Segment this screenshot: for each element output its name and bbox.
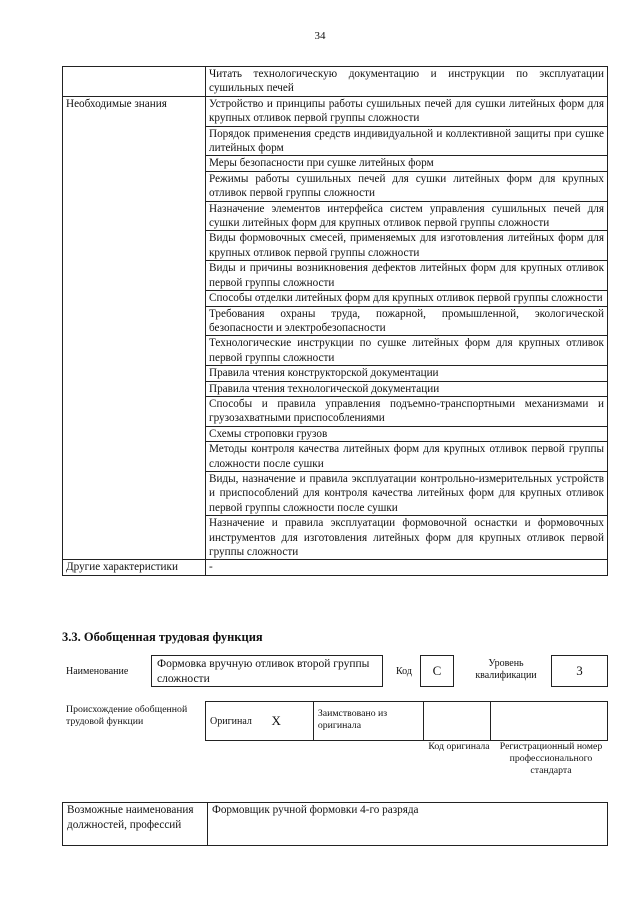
skill-text: Читать технологическую документацию и инструкции по эксплуатации сушильных печей: [206, 67, 608, 97]
origin-table: [205, 701, 608, 741]
code-original-cell: [423, 702, 491, 741]
code-value: C: [432, 663, 442, 678]
knowledge-item: Виды и причины возникновения дефектов литейных форм для крупных отливок первой группы сложности: [206, 261, 608, 291]
code-label: Код: [396, 666, 412, 677]
origin-label: Происхождение обобщенной трудовой функции: [66, 704, 188, 727]
knowledge-item: Назначение элементов интерфейса систем управления сушильных печей для сушки литейных форм для крупных отливок первой группы сложности: [206, 201, 608, 231]
table-row: [63, 67, 608, 97]
knowledge-item: Меры безопасности при сушке литейных форм: [206, 156, 608, 171]
knowledge-item: Правила чтения технологической документации: [206, 381, 608, 396]
other-characteristics-value: -: [206, 560, 608, 575]
positions-label: Возможные наименования должностей, профессий: [63, 803, 208, 846]
knowledge-item: Порядок применения средств индивидуальной и коллективной защиты при сушке литейных форм: [206, 126, 608, 156]
knowledge-item: Правила чтения конструкторской документации: [206, 366, 608, 381]
section-title: 3.3. Обобщенная трудовая функция: [62, 630, 263, 644]
borrowed-label: Заимствовано из оригинала: [313, 702, 423, 741]
knowledge-item: Назначение и правила эксплуатации формовочной оснастки и формовочных инструментов для изготовления литейных форм для крупных отливок первой группы сложности: [206, 516, 608, 560]
code-field: [420, 655, 454, 687]
name-field: [151, 655, 383, 687]
name-value: Формовка вручную отливок второй группы сложности: [157, 658, 370, 685]
knowledge-table: [62, 66, 608, 576]
knowledge-item: Схемы строповки грузов: [206, 426, 608, 441]
reg-number-cell: [491, 702, 608, 741]
reg-number-caption: Регистрационный номер профессионального стандарта: [499, 741, 603, 776]
table-row: [63, 96, 608, 126]
required-knowledge-label: Необходимые знания: [63, 96, 206, 560]
original-label: Оригинал: [206, 702, 268, 741]
knowledge-item: Способы отделки литейных форм для крупных отливок первой группы сложности: [206, 291, 608, 306]
code-original-caption: Код оригинала: [428, 741, 490, 752]
level-label: Уровень квалификации: [475, 658, 537, 681]
knowledge-item: Режимы работы сушильных печей для сушки литейных форм для крупных отливок первой группы сложности: [206, 171, 608, 201]
table-row: [63, 560, 608, 575]
knowledge-item: Виды формовочных смесей, применяемых для изготовления литейных форм для крупных отливок первой группы сложности: [206, 231, 608, 261]
knowledge-item: Виды, назначение и правила эксплуатации контрольно-измерительных устройств и приспособлений для контроля качества литейных форм для крупных отливок первой группы сложности после сушки: [206, 471, 608, 515]
level-value: 3: [576, 663, 583, 678]
other-characteristics-label: Другие характеристики: [63, 560, 206, 575]
knowledge-item: Устройство и принципы работы сушильных печей для сушки литейных форм для крупных отливок первой группы сложности: [206, 96, 608, 126]
original-mark: X: [267, 702, 313, 741]
name-label: Наименование: [66, 666, 129, 677]
positions-value: Формовщик ручной формовки 4-го разряда: [208, 803, 608, 846]
empty-label-cell: [63, 67, 206, 97]
knowledge-item: Способы и правила управления подъемно-транспортными механизмами и грузозахватными приспособлениями: [206, 396, 608, 426]
page-number: 34: [314, 30, 326, 42]
positions-table: [62, 802, 608, 846]
knowledge-item: Технологические инструкции по сушке литейных форм для крупных отливок первой группы сложности: [206, 336, 608, 366]
knowledge-item: Требования охраны труда, пожарной, промышленной, экологической безопасности и электробезопасности: [206, 306, 608, 336]
knowledge-item: Методы контроля качества литейных форм для крупных отливок первой группы сложности после сушки: [206, 442, 608, 472]
level-field: [551, 655, 608, 687]
